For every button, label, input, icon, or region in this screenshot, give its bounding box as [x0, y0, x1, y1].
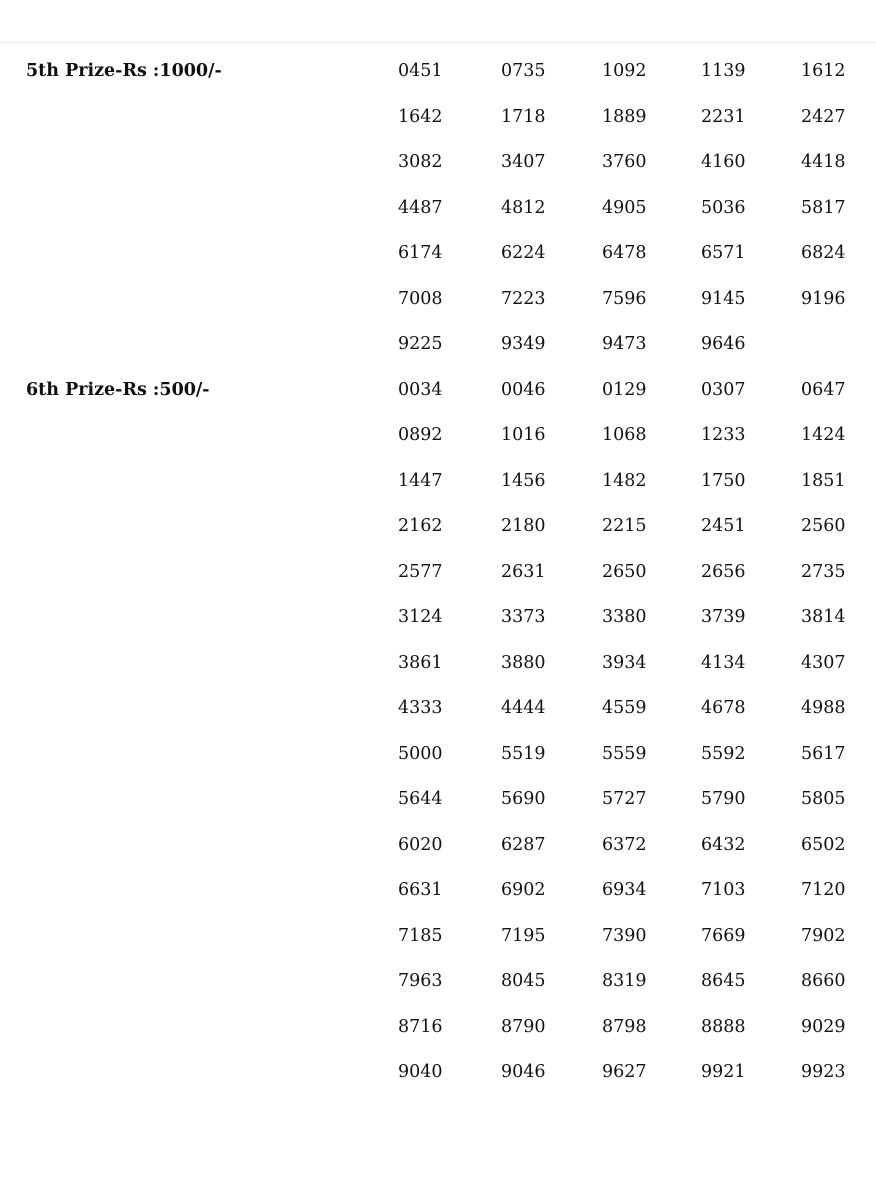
winning-number: 5727	[602, 789, 647, 809]
winning-number: 1447	[398, 470, 443, 491]
winning-number: 6902	[501, 880, 546, 900]
winning-number: 3407	[501, 152, 546, 172]
winning-number: 7185	[398, 925, 443, 946]
winning-number: 8645	[701, 971, 746, 991]
winning-number: 3814	[801, 607, 846, 627]
winning-number: 8798	[602, 1016, 647, 1037]
winning-numbers-grid	[398, 49, 876, 368]
winning-number: 5036	[701, 197, 746, 218]
winning-number: 8660	[801, 971, 846, 991]
winning-numbers-grid	[398, 368, 876, 1096]
winning-number: 2577	[398, 561, 443, 582]
winning-number: 6372	[602, 834, 647, 855]
winning-number: 2427	[801, 106, 846, 127]
winning-number: 2656	[701, 561, 746, 582]
winning-number: 7103	[701, 880, 746, 900]
winning-number: 2162	[398, 516, 443, 536]
winning-number: 9040	[398, 1062, 443, 1082]
winning-number: 6571	[701, 243, 746, 263]
winning-number: 7223	[501, 288, 546, 309]
winning-number: 8045	[501, 971, 546, 991]
top-divider	[0, 42, 876, 43]
winning-number: 9029	[801, 1016, 846, 1037]
winning-number: 1482	[602, 470, 647, 491]
winning-number: 5519	[501, 743, 546, 764]
winning-number: 1642	[398, 106, 443, 127]
winning-number: 2560	[801, 516, 846, 536]
winning-number: 4988	[801, 698, 846, 718]
prize-title: 5th Prize-Rs :1000/-	[26, 61, 222, 81]
prize-title: 6th Prize-Rs :500/-	[26, 379, 210, 400]
winning-number: 3880	[501, 652, 546, 673]
winning-number: 6502	[801, 834, 846, 855]
winning-number: 9196	[801, 288, 846, 309]
winning-number: 0647	[801, 379, 846, 400]
winning-number: 4333	[398, 698, 443, 718]
winning-number: 4444	[501, 698, 546, 718]
winning-number: 5559	[602, 743, 647, 764]
winning-number: 4812	[501, 197, 546, 218]
winning-number: 3124	[398, 607, 443, 627]
winning-number: 3861	[398, 652, 443, 673]
winning-number: 7008	[398, 288, 443, 309]
winning-number: 4678	[701, 698, 746, 718]
winning-number: 8888	[701, 1016, 746, 1037]
winning-number: 7195	[501, 925, 546, 946]
winning-number: 5805	[801, 789, 846, 809]
winning-number: 8790	[501, 1016, 546, 1037]
winning-number: 1718	[501, 106, 546, 127]
winning-number: 2735	[801, 561, 846, 582]
winning-number: 1068	[602, 425, 647, 445]
winning-number: 0129	[602, 379, 647, 400]
winning-number: 9923	[801, 1062, 846, 1082]
winning-number: 4160	[701, 152, 746, 172]
winning-number: 5000	[398, 743, 443, 764]
winning-number: 6824	[801, 243, 846, 263]
winning-number: 1424	[801, 425, 846, 445]
winning-number: 2650	[602, 561, 647, 582]
winning-number: 1851	[801, 470, 846, 491]
winning-number: 4307	[801, 652, 846, 673]
winning-number: 2631	[501, 561, 546, 582]
winning-number: 9046	[501, 1062, 546, 1082]
winning-number: 9473	[602, 334, 647, 354]
winning-number: 6631	[398, 880, 443, 900]
winning-number: 9349	[501, 334, 546, 354]
winning-number: 6432	[701, 834, 746, 855]
winning-number: 7120	[801, 880, 846, 900]
winning-number: 0735	[501, 61, 546, 81]
winning-number: 3934	[602, 652, 647, 673]
winning-number: 8716	[398, 1016, 443, 1037]
winning-number: 9646	[701, 334, 746, 354]
winning-number: 1092	[602, 61, 647, 81]
winning-number: 5644	[398, 789, 443, 809]
winning-number: 3082	[398, 152, 443, 172]
winning-number: 1750	[701, 470, 746, 491]
winning-number: 9225	[398, 334, 443, 354]
winning-number: 5790	[701, 789, 746, 809]
winning-number: 8319	[602, 971, 647, 991]
winning-number: 7963	[398, 971, 443, 991]
winning-number: 5690	[501, 789, 546, 809]
winning-number: 1233	[701, 425, 746, 445]
prize-section-5th	[0, 49, 876, 368]
winning-number: 3373	[501, 607, 546, 627]
winning-number: 7902	[801, 925, 846, 946]
winning-number: 1016	[501, 425, 546, 445]
winning-number: 1139	[701, 61, 746, 81]
winning-number: 2451	[701, 516, 746, 536]
winning-number: 4134	[701, 652, 746, 673]
winning-number: 0046	[501, 379, 546, 400]
winning-number: 6934	[602, 880, 647, 900]
prize-section-6th	[0, 368, 876, 1096]
winning-number: 7669	[701, 925, 746, 946]
winning-number: 2180	[501, 516, 546, 536]
winning-number: 0034	[398, 379, 443, 400]
winning-number: 9627	[602, 1062, 647, 1082]
winning-number: 1889	[602, 106, 647, 127]
winning-number: 6287	[501, 834, 546, 855]
winning-number: 6478	[602, 243, 647, 263]
winning-number: 6174	[398, 243, 443, 263]
winning-number: 5617	[801, 743, 846, 764]
winning-number: 7390	[602, 925, 647, 946]
prize-results	[0, 49, 876, 1096]
winning-number: 0892	[398, 425, 443, 445]
winning-number: 0451	[398, 61, 443, 81]
winning-number: 4418	[801, 152, 846, 172]
winning-number: 3380	[602, 607, 647, 627]
winning-number: 1612	[801, 61, 846, 81]
winning-number: 1456	[501, 470, 546, 491]
winning-number: 3739	[701, 607, 746, 627]
winning-number: 6020	[398, 834, 443, 855]
winning-number: 5592	[701, 743, 746, 764]
winning-number: 4559	[602, 698, 647, 718]
winning-number: 3760	[602, 152, 647, 172]
winning-number: 0307	[701, 379, 746, 400]
winning-number: 7596	[602, 288, 647, 309]
winning-number: 2215	[602, 516, 647, 536]
winning-number: 9145	[701, 288, 746, 309]
winning-number: 4487	[398, 197, 443, 218]
winning-number: 5817	[801, 197, 846, 218]
winning-number: 2231	[701, 106, 746, 127]
winning-number: 9921	[701, 1062, 746, 1082]
winning-number: 4905	[602, 197, 647, 218]
winning-number: 6224	[501, 243, 546, 263]
